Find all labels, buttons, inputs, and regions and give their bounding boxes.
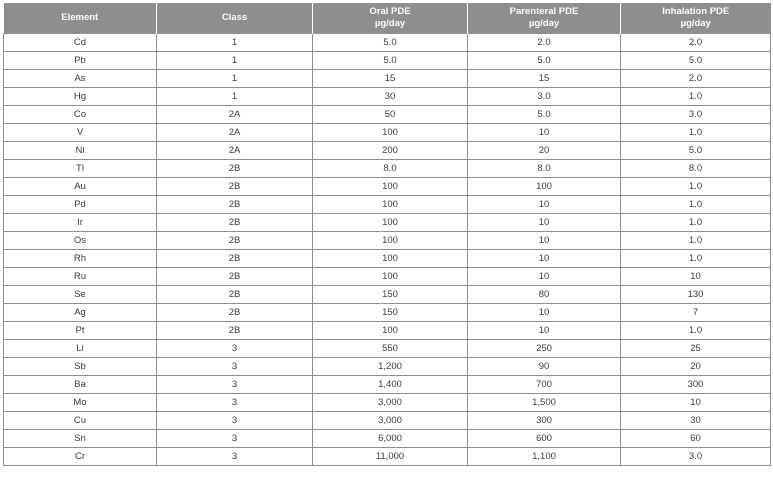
header-inhalation-pde: Inhalation PDE µg/day — [621, 3, 771, 34]
cell-inhalation-pde: 1.0 — [621, 124, 771, 142]
cell-inhalation-pde: 1.0 — [621, 178, 771, 196]
table-row — [4, 304, 771, 322]
cell-oral-pde: 5.0 — [313, 52, 468, 70]
table-row — [4, 340, 771, 358]
cell-element: Rh — [4, 250, 157, 268]
cell-element: Os — [4, 232, 157, 250]
table-row — [4, 52, 771, 70]
table-row — [4, 34, 771, 52]
cell-oral-pde: 200 — [313, 142, 468, 160]
cell-element: Mo — [4, 394, 157, 412]
header-row — [4, 3, 771, 34]
cell-oral-pde: 550 — [313, 340, 468, 358]
cell-class: 2B — [157, 214, 313, 232]
cell-element: Pb — [4, 52, 157, 70]
cell-oral-pde: 100 — [313, 214, 468, 232]
cell-element: Ni — [4, 142, 157, 160]
cell-parenteral-pde: 20 — [468, 142, 621, 160]
cell-oral-pde: 100 — [313, 196, 468, 214]
cell-class: 3 — [157, 376, 313, 394]
cell-parenteral-pde: 10 — [468, 214, 621, 232]
cell-parenteral-pde: 10 — [468, 232, 621, 250]
table-row — [4, 70, 771, 88]
cell-class: 2A — [157, 142, 313, 160]
cell-element: V — [4, 124, 157, 142]
cell-inhalation-pde: 1.0 — [621, 196, 771, 214]
cell-class: 1 — [157, 88, 313, 106]
table-row — [4, 124, 771, 142]
cell-element: Ag — [4, 304, 157, 322]
table-row — [4, 160, 771, 178]
table-row — [4, 196, 771, 214]
table-row — [4, 142, 771, 160]
cell-inhalation-pde: 60 — [621, 430, 771, 448]
table-row — [4, 376, 771, 394]
cell-class: 2B — [157, 196, 313, 214]
cell-oral-pde: 15 — [313, 70, 468, 88]
cell-oral-pde: 50 — [313, 106, 468, 124]
header-element: Element — [4, 3, 157, 34]
cell-element: Ba — [4, 376, 157, 394]
cell-oral-pde: 3,000 — [313, 412, 468, 430]
cell-parenteral-pde: 90 — [468, 358, 621, 376]
cell-element: Tl — [4, 160, 157, 178]
cell-class: 1 — [157, 34, 313, 52]
cell-parenteral-pde: 1,100 — [468, 448, 621, 466]
cell-element: Sb — [4, 358, 157, 376]
cell-class: 2A — [157, 106, 313, 124]
cell-inhalation-pde: 10 — [621, 394, 771, 412]
cell-element: Se — [4, 286, 157, 304]
cell-inhalation-pde: 10 — [621, 268, 771, 286]
cell-class: 2B — [157, 268, 313, 286]
table-row — [4, 358, 771, 376]
cell-parenteral-pde: 300 — [468, 412, 621, 430]
cell-parenteral-pde: 2.0 — [468, 34, 621, 52]
cell-oral-pde: 100 — [313, 322, 468, 340]
table-row — [4, 268, 771, 286]
cell-parenteral-pde: 1,500 — [468, 394, 621, 412]
header-parenteral-pde: Parenteral PDE µg/day — [468, 3, 621, 34]
cell-parenteral-pde: 250 — [468, 340, 621, 358]
cell-inhalation-pde: 30 — [621, 412, 771, 430]
cell-parenteral-pde: 100 — [468, 178, 621, 196]
cell-oral-pde: 100 — [313, 124, 468, 142]
cell-inhalation-pde: 1.0 — [621, 322, 771, 340]
cell-element: Au — [4, 178, 157, 196]
cell-parenteral-pde: 10 — [468, 124, 621, 142]
cell-class: 3 — [157, 412, 313, 430]
cell-class: 3 — [157, 358, 313, 376]
cell-class: 2B — [157, 286, 313, 304]
cell-class: 2B — [157, 178, 313, 196]
cell-parenteral-pde: 10 — [468, 196, 621, 214]
cell-oral-pde: 150 — [313, 286, 468, 304]
cell-parenteral-pde: 80 — [468, 286, 621, 304]
cell-oral-pde: 8.0 — [313, 160, 468, 178]
cell-inhalation-pde: 8.0 — [621, 160, 771, 178]
pde-table-container — [3, 3, 770, 466]
cell-oral-pde: 100 — [313, 232, 468, 250]
cell-inhalation-pde: 7 — [621, 304, 771, 322]
table-row — [4, 448, 771, 466]
header-class: Class — [157, 3, 313, 34]
table-row — [4, 286, 771, 304]
table-row — [4, 106, 771, 124]
cell-parenteral-pde: 10 — [468, 304, 621, 322]
cell-inhalation-pde: 1.0 — [621, 232, 771, 250]
cell-inhalation-pde: 300 — [621, 376, 771, 394]
cell-element: Hg — [4, 88, 157, 106]
cell-inhalation-pde: 2.0 — [621, 70, 771, 88]
cell-class: 1 — [157, 52, 313, 70]
cell-element: Cr — [4, 448, 157, 466]
cell-class: 3 — [157, 448, 313, 466]
table-row — [4, 430, 771, 448]
cell-element: Co — [4, 106, 157, 124]
pde-table — [3, 3, 771, 466]
table-row — [4, 178, 771, 196]
cell-oral-pde: 100 — [313, 250, 468, 268]
table-row — [4, 412, 771, 430]
cell-inhalation-pde: 3.0 — [621, 448, 771, 466]
cell-class: 3 — [157, 340, 313, 358]
table-row — [4, 322, 771, 340]
cell-element: Cd — [4, 34, 157, 52]
cell-oral-pde: 11,000 — [313, 448, 468, 466]
table-row — [4, 88, 771, 106]
cell-class: 3 — [157, 394, 313, 412]
cell-parenteral-pde: 8.0 — [468, 160, 621, 178]
cell-class: 2B — [157, 250, 313, 268]
cell-element: Sn — [4, 430, 157, 448]
cell-parenteral-pde: 5.0 — [468, 52, 621, 70]
cell-parenteral-pde: 10 — [468, 268, 621, 286]
cell-parenteral-pde: 10 — [468, 322, 621, 340]
cell-oral-pde: 30 — [313, 88, 468, 106]
cell-inhalation-pde: 1.0 — [621, 88, 771, 106]
cell-element: Cu — [4, 412, 157, 430]
cell-inhalation-pde: 5.0 — [621, 52, 771, 70]
cell-class: 2B — [157, 160, 313, 178]
cell-parenteral-pde: 3.0 — [468, 88, 621, 106]
table-row — [4, 394, 771, 412]
cell-element: Ru — [4, 268, 157, 286]
cell-class: 2B — [157, 304, 313, 322]
cell-inhalation-pde: 130 — [621, 286, 771, 304]
cell-oral-pde: 100 — [313, 178, 468, 196]
cell-oral-pde: 1,200 — [313, 358, 468, 376]
cell-inhalation-pde: 3.0 — [621, 106, 771, 124]
cell-inhalation-pde: 2.0 — [621, 34, 771, 52]
cell-element: As — [4, 70, 157, 88]
cell-oral-pde: 5.0 — [313, 34, 468, 52]
cell-class: 2A — [157, 124, 313, 142]
cell-oral-pde: 150 — [313, 304, 468, 322]
cell-parenteral-pde: 600 — [468, 430, 621, 448]
cell-class: 2B — [157, 322, 313, 340]
cell-parenteral-pde: 15 — [468, 70, 621, 88]
cell-oral-pde: 6,000 — [313, 430, 468, 448]
cell-oral-pde: 100 — [313, 268, 468, 286]
table-header — [4, 3, 771, 34]
cell-inhalation-pde: 1.0 — [621, 250, 771, 268]
cell-oral-pde: 3,000 — [313, 394, 468, 412]
cell-parenteral-pde: 10 — [468, 250, 621, 268]
cell-element: Pt — [4, 322, 157, 340]
cell-inhalation-pde: 1.0 — [621, 214, 771, 232]
table-row — [4, 250, 771, 268]
table-row — [4, 214, 771, 232]
cell-class: 1 — [157, 70, 313, 88]
cell-element: Ir — [4, 214, 157, 232]
cell-parenteral-pde: 700 — [468, 376, 621, 394]
cell-element: Pd — [4, 196, 157, 214]
cell-inhalation-pde: 20 — [621, 358, 771, 376]
cell-parenteral-pde: 5.0 — [468, 106, 621, 124]
cell-class: 3 — [157, 430, 313, 448]
cell-class: 2B — [157, 232, 313, 250]
cell-oral-pde: 1,400 — [313, 376, 468, 394]
header-oral-pde: Oral PDE µg/day — [313, 3, 468, 34]
table-row — [4, 232, 771, 250]
cell-inhalation-pde: 5.0 — [621, 142, 771, 160]
table-body — [4, 34, 771, 466]
cell-inhalation-pde: 25 — [621, 340, 771, 358]
cell-element: Li — [4, 340, 157, 358]
